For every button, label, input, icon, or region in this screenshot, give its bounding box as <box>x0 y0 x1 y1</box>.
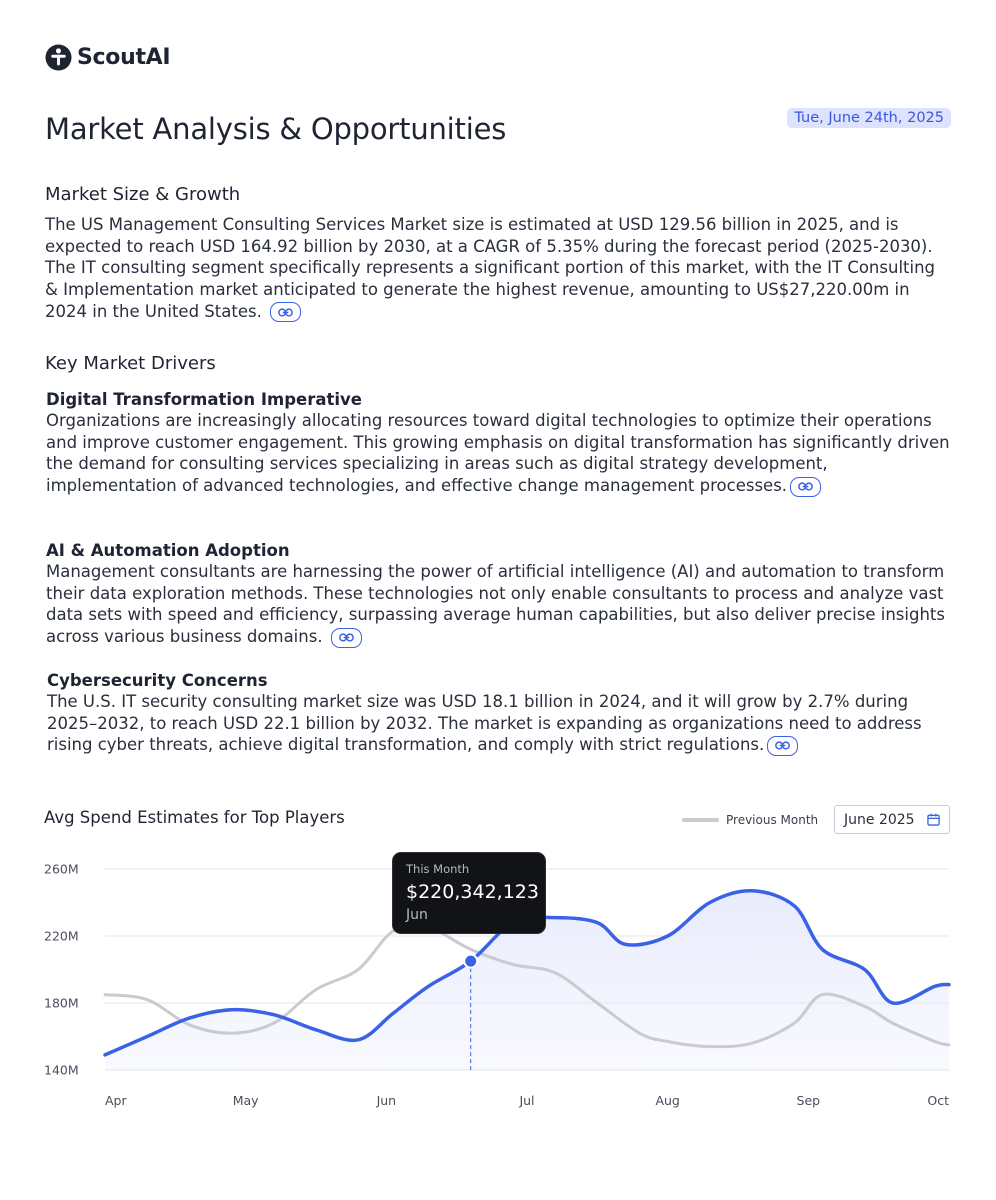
brand-logo[interactable] <box>45 44 170 71</box>
market-size-section <box>45 184 950 323</box>
link-icon <box>775 741 790 750</box>
driver-item-title: AI & Automation Adoption <box>46 541 290 560</box>
x-tick-label: Apr <box>105 1093 127 1108</box>
tooltip-period: Jun <box>406 907 428 923</box>
driver-item <box>46 540 951 648</box>
highlight-point <box>465 956 476 967</box>
x-tick-label: Sep <box>796 1093 821 1108</box>
chart-legend <box>682 813 818 827</box>
y-tick-label: 260M <box>44 861 79 877</box>
x-tick-label: May <box>232 1093 259 1108</box>
link-icon <box>339 633 354 642</box>
citation-link-button[interactable] <box>790 477 821 497</box>
driver-item <box>46 389 951 497</box>
driver-item-title: Digital Transformation Imperative <box>46 390 362 409</box>
chart-tooltip <box>392 852 546 934</box>
y-tick-label: 180M <box>44 995 79 1011</box>
tooltip-value: $220,342,123 <box>406 881 539 903</box>
driver-item-title: Cybersecurity Concerns <box>47 671 268 690</box>
citation-link-button[interactable] <box>767 736 798 756</box>
drivers-title: Key Market Drivers <box>45 353 216 374</box>
link-icon <box>798 482 813 491</box>
link-icon <box>278 308 293 317</box>
y-axis <box>44 862 79 1078</box>
x-tick-label: Oct <box>927 1093 949 1108</box>
brand-name: ScoutAI <box>77 45 171 70</box>
scout-logo-icon <box>45 44 72 71</box>
tooltip-label: This Month <box>406 862 470 876</box>
x-tick-label: Jun <box>376 1093 397 1108</box>
driver-item-text: Management consultants are harnessing the power of artificial intelligence (AI) and automation to transform their data exploration methods. These technologies not only enable consultants to process and analyze vast data sets with speed and efficiency, surpassing average human capabilities, but also deliver precise insights across various business domains. <box>46 562 945 647</box>
citation-link-button[interactable] <box>270 302 301 322</box>
chart-title: Avg Spend Estimates for Top Players <box>44 808 345 827</box>
month-select-value: June 2025 <box>844 811 915 828</box>
market-size-title: Market Size & Growth <box>45 184 241 205</box>
legend-swatch-previous <box>682 818 719 822</box>
drivers-section <box>45 353 950 374</box>
page-title: Market Analysis & Opportunities <box>45 112 507 146</box>
x-axis <box>105 1093 949 1108</box>
driver-item-text: The U.S. IT security consulting market size was USD 18.1 billion in 2024, and it will grow by 2.7% during 2025–2032, to reach USD 22.1 billion by 2032. The market is expanding as organizations need to address rising cyber threats, achieve digital transformation, and comply with strict regulations. <box>47 692 922 755</box>
month-select[interactable] <box>834 805 950 834</box>
calendar-icon <box>927 813 940 826</box>
x-tick-label: Aug <box>655 1093 680 1108</box>
date-badge: Tue, June 24th, 2025 <box>787 108 951 128</box>
legend-label-previous: Previous Month <box>726 813 819 827</box>
x-tick-label: Jul <box>519 1093 535 1108</box>
market-size-text: The US Management Consulting Services Market size is estimated at USD 129.56 billion in 2025, and is expected to reach USD 164.92 billion by 2030, at a CAGR of 5.35% during the forecast period (2025-2030). The IT consulting segment specifically represents a significant portion of this market, with the IT Consulting & Implementation market anticipated to generate the highest revenue, amounting to US$27,220.00m in 2024 in the United States. <box>45 215 936 321</box>
driver-item-text: Organizations are increasingly allocating resources toward digital technologies to optimize their operations and improve customer engagement. This growing emphasis on digital transformation has significantly driven the demand for consulting services specializing in areas such as digital strategy development, implementation of advanced technologies, and effective change management processes. <box>46 411 950 496</box>
driver-item <box>47 670 952 756</box>
y-tick-label: 220M <box>44 928 79 944</box>
citation-link-button[interactable] <box>331 628 362 648</box>
y-tick-label: 140M <box>44 1062 79 1078</box>
